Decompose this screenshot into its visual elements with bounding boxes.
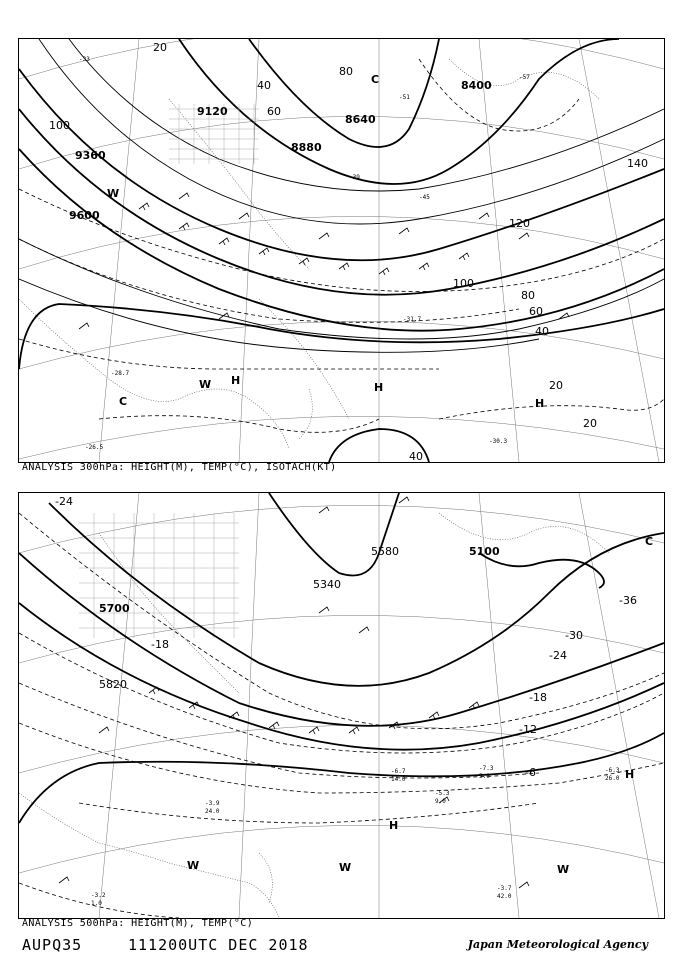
pressure-system-symbol: C <box>645 535 654 548</box>
lower-map-canvas <box>19 493 664 918</box>
obs-label: 26.0 <box>605 775 620 782</box>
obs-label: -6.3 <box>605 767 620 774</box>
height-label: 5700 <box>99 602 130 615</box>
lower-panel-caption: ANALYSIS 500hPa: HEIGHT(M), TEMP(°C) <box>22 918 254 929</box>
isotach-label: 120 <box>509 217 530 230</box>
pressure-system-symbol: W <box>339 861 352 874</box>
upper-panel-caption: ANALYSIS 300hPa: HEIGHT(M), TEMP(°C), ISOTACH(KT) <box>22 462 337 473</box>
temp-label: -31.7 <box>403 316 422 323</box>
temp-label: -36 <box>619 594 637 607</box>
temp-label: -18 <box>529 691 547 704</box>
obs-label: -3.9 <box>205 800 220 807</box>
pressure-system-symbol: H <box>374 381 384 394</box>
graticule <box>19 39 664 462</box>
isotach-label: 40 <box>257 79 271 92</box>
obs-label: 14.0 <box>391 776 406 783</box>
height-label: 9360 <box>75 149 106 162</box>
isotach-label: 100 <box>49 119 70 132</box>
height-label: 5340 <box>313 578 341 591</box>
height-label: 5580 <box>371 545 399 558</box>
lower-map-panel <box>18 492 665 919</box>
upper-map-canvas <box>19 39 664 462</box>
obs-label: 1.0 <box>91 900 102 907</box>
valid-time: 111200UTC DEC 2018 <box>128 936 309 954</box>
height-label: 8640 <box>345 113 376 126</box>
isotach-label: 60 <box>267 105 281 118</box>
obs-label: 24.0 <box>205 808 220 815</box>
isotach-label: 80 <box>521 289 535 302</box>
pressure-system-symbol: H <box>389 819 399 832</box>
coastlines <box>19 513 609 918</box>
temp-label: -24 <box>549 649 567 662</box>
graticule <box>19 493 664 918</box>
height-label: 8400 <box>461 79 492 92</box>
pressure-system-symbol: W <box>187 859 200 872</box>
temp-label: -18 <box>151 638 169 651</box>
isotach-label: 40 <box>535 325 549 338</box>
height-label: 5100 <box>469 545 500 558</box>
pressure-system-symbol: W <box>557 863 570 876</box>
height-label: 9120 <box>197 105 228 118</box>
height-label: 5820 <box>99 678 127 691</box>
temp-label: -28.7 <box>111 370 130 377</box>
temp-label: -6 <box>525 766 536 779</box>
temp-label: -57 <box>519 74 530 81</box>
isotach-label: 100 <box>453 277 474 290</box>
isotach-label: 20 <box>583 417 597 430</box>
pressure-system-symbol: H <box>231 374 241 387</box>
temp-label: -30 <box>565 629 583 642</box>
isotach-label: 60 <box>529 305 543 318</box>
pressure-system-symbol: W <box>107 187 120 200</box>
obs-label: -3.2 <box>91 892 106 899</box>
pressure-system-symbol: C <box>371 73 380 86</box>
obs-label: -3.7 <box>497 885 512 892</box>
isotach-label: 20 <box>549 379 563 392</box>
hatched-region <box>79 513 239 638</box>
obs-label: -6.7 <box>391 768 406 775</box>
temp-label: -51 <box>399 94 410 101</box>
temp-label: -45 <box>419 194 430 201</box>
isotach-label: 40 <box>409 450 423 462</box>
isotach-label: 140 <box>627 157 648 170</box>
obs-label: 9.0 <box>435 798 446 805</box>
temp-label: -26.5 <box>85 444 104 451</box>
isotach-label: 20 <box>153 41 167 54</box>
agency-name: Japan Meteorological Agency <box>467 938 648 951</box>
chart-id: AUPQ35 <box>22 936 83 954</box>
temp-label: -33 <box>79 56 90 63</box>
obs-label: 42.0 <box>497 893 512 900</box>
pressure-system-symbol: H <box>625 768 635 781</box>
temp-label: -12 <box>519 723 537 736</box>
temp-label: -39 <box>349 174 360 181</box>
pressure-system-symbol: H <box>535 397 545 410</box>
temp-label: -24 <box>55 495 73 508</box>
pressure-system-symbol: W <box>199 378 212 391</box>
height-label: 8880 <box>291 141 322 154</box>
height-contours <box>19 493 664 823</box>
obs-label: -5.3 <box>435 790 450 797</box>
obs-label: 5.0 <box>479 773 490 780</box>
upper-map-panel <box>18 38 665 463</box>
obs-label: -7.3 <box>479 765 494 772</box>
isotach-label: 80 <box>339 65 353 78</box>
pressure-system-symbol: C <box>119 395 128 408</box>
temp-label: -30.3 <box>489 438 508 445</box>
height-label: 9600 <box>69 209 100 222</box>
